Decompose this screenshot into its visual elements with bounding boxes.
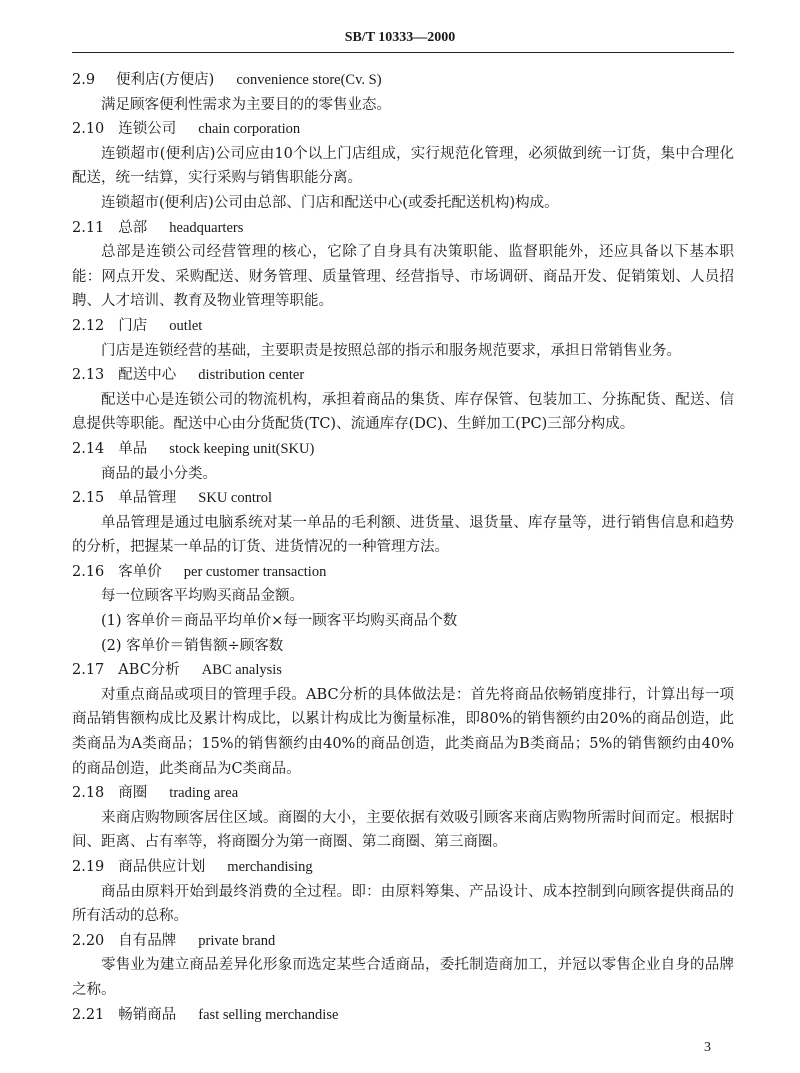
term-entry xyxy=(72,1003,734,1028)
term-heading xyxy=(72,363,734,388)
term-heading xyxy=(72,1003,734,1028)
term-chinese: 总部 xyxy=(118,219,148,236)
term-english: ABC analysis xyxy=(201,662,282,679)
term-chinese: 便利店(方便店) xyxy=(116,72,215,88)
definition-paragraph: 总部是连锁公司经营管理的核心，它除了自身具有决策职能、监督职能外，还应具备以下基本职能：网点开发、采购配送、财务管理、质量管理、经营指导、市场调研、商品开发、促销策划、人员招聘、人才培训、教育及物业管理等职能。 xyxy=(72,244,734,310)
term-english: distribution center xyxy=(198,367,305,384)
definition-paragraph: 商品的最小分类。 xyxy=(101,465,217,482)
header-rule xyxy=(72,52,734,53)
document-body xyxy=(72,68,734,1027)
term-chinese: 畅销商品 xyxy=(118,1006,177,1023)
term-english: SKU control xyxy=(198,490,273,507)
term-english: trading area xyxy=(169,785,239,802)
definition-paragraph: 每一位顾客平均购买商品金额。 xyxy=(101,588,304,605)
definition-paragraph: 连锁超市(便利店)公司应由10个以上门店组成，实行规范化管理，必须做到统一订货，集中合理化配送，统一结算，实行采购与销售职能分离。 xyxy=(72,145,734,187)
term-entry xyxy=(72,658,734,781)
term-entry xyxy=(72,929,734,1003)
definition-paragraph: 满足顾客便利性需求为主要目的的零售业态。 xyxy=(101,96,391,113)
term-number: 2.14 xyxy=(72,440,105,457)
term-entry xyxy=(72,363,734,437)
term-chinese: 商圈 xyxy=(118,785,148,802)
term-chinese: 商品供应计划 xyxy=(118,859,206,875)
definition-paragraph: 商品由原料开始到最终消费的全过程。即：由原料筹集、产品设计、成本控制到向顾客提供商品的所有活动的总称。 xyxy=(72,883,734,925)
definition-paragraph: 零售业为建立商品差异化形象而选定某些合适商品，委托制造商加工，并冠以零售企业自身的品牌之称。 xyxy=(72,957,734,998)
term-entry xyxy=(72,117,734,215)
term-english: merchandising xyxy=(227,859,313,875)
term-number: 2.13 xyxy=(72,367,105,384)
term-chinese: 单品 xyxy=(118,440,148,457)
term-english: outlet xyxy=(169,317,203,334)
term-chinese: 单品管理 xyxy=(118,490,177,507)
definition-paragraph: 配送中心是连锁公司的物流机构，承担着商品的集货、库存保管、包装加工、分拣配货、配送、信息提供等职能。配送中心由分货配货(TC)、流通库存(DC)、生鲜加工(PC)三部分构成。 xyxy=(72,391,734,433)
term-english: chain corporation xyxy=(198,121,301,138)
term-english: per customer transaction xyxy=(183,563,327,580)
term-heading xyxy=(72,781,734,806)
formula-line: (1) 客单价＝商品平均单价×每一顾客平均购买商品个数 xyxy=(101,613,458,630)
term-entry xyxy=(72,855,734,929)
term-english: convenience store(Cv. S) xyxy=(236,72,382,88)
term-number: 2.19 xyxy=(72,859,105,875)
term-number: 2.21 xyxy=(72,1006,105,1023)
definition-paragraph: 单品管理是通过电脑系统对某一单品的毛利额、进货量、退货量、库存量等，进行销售信息和趋势的分析，把握某一单品的订货、进货情况的一种管理方法。 xyxy=(72,514,734,556)
term-english: private brand xyxy=(198,932,276,949)
term-entry xyxy=(72,486,734,560)
term-number: 2.11 xyxy=(72,219,105,236)
term-chinese: 门店 xyxy=(118,317,148,334)
term-number: 2.12 xyxy=(72,317,105,334)
term-heading xyxy=(72,658,734,683)
term-heading xyxy=(72,560,734,585)
term-number: 2.9 xyxy=(72,72,96,88)
term-heading xyxy=(72,314,734,339)
term-heading xyxy=(72,117,734,142)
term-number: 2.16 xyxy=(72,563,105,580)
term-heading xyxy=(72,929,734,954)
term-heading xyxy=(72,68,734,93)
definition-paragraph: 门店是连锁经营的基础，主要职责是按照总部的指示和服务规范要求，承担日常销售业务。 xyxy=(101,342,681,359)
term-entry xyxy=(72,560,734,658)
term-chinese: 自有品牌 xyxy=(118,932,177,949)
term-chinese: 连锁公司 xyxy=(118,121,177,138)
term-heading xyxy=(72,486,734,511)
term-chinese: ABC分析 xyxy=(118,662,180,679)
definition-paragraph: 来商店购物顾客居住区域。商圈的大小，主要依据有效吸引顾客来商店购物所需时间而定。根据时间、距离、占有率等，将商圈分为第一商圈、第二商圈、第三商圈。 xyxy=(72,809,734,851)
term-number: 2.17 xyxy=(72,662,105,679)
term-chinese: 配送中心 xyxy=(118,367,177,384)
page-number: 3 xyxy=(704,1040,711,1055)
definition-paragraph: 对重点商品或项目的管理手段。ABC分析的具体做法是：首先将商品依畅销度排行，计算出每一项商品销售额构成比及累计构成比，以累计构成比为衡量标准，即80%的销售额约由20%的商品创造，此类商品为A类商品；15%的销售额约由40%的商品创造，此类商品为B类商品；5%的销售额约由40%的商品创造，此类商品为C类商品。 xyxy=(72,686,734,777)
term-chinese: 客单价 xyxy=(118,563,162,580)
standard-code-header: SB/T 10333—2000 xyxy=(344,30,456,45)
term-heading xyxy=(72,437,734,462)
term-number: 2.10 xyxy=(72,121,105,138)
term-number: 2.18 xyxy=(72,785,105,802)
term-english: fast selling merchandise xyxy=(198,1006,339,1023)
definition-paragraph: 连锁超市(便利店)公司由总部、门店和配送中心(或委托配送机构)构成。 xyxy=(101,194,559,211)
term-entry xyxy=(72,68,734,117)
term-heading xyxy=(72,855,734,880)
term-number: 2.20 xyxy=(72,932,105,949)
formula-line: (2) 客单价＝销售额÷顾客数 xyxy=(101,637,284,654)
term-english: headquarters xyxy=(169,219,244,236)
term-entry xyxy=(72,437,734,486)
term-entry xyxy=(72,216,734,314)
term-english: stock keeping unit(SKU) xyxy=(169,440,315,457)
term-heading xyxy=(72,216,734,241)
term-entry xyxy=(72,314,734,363)
term-entry xyxy=(72,781,734,855)
term-number: 2.15 xyxy=(72,490,105,507)
